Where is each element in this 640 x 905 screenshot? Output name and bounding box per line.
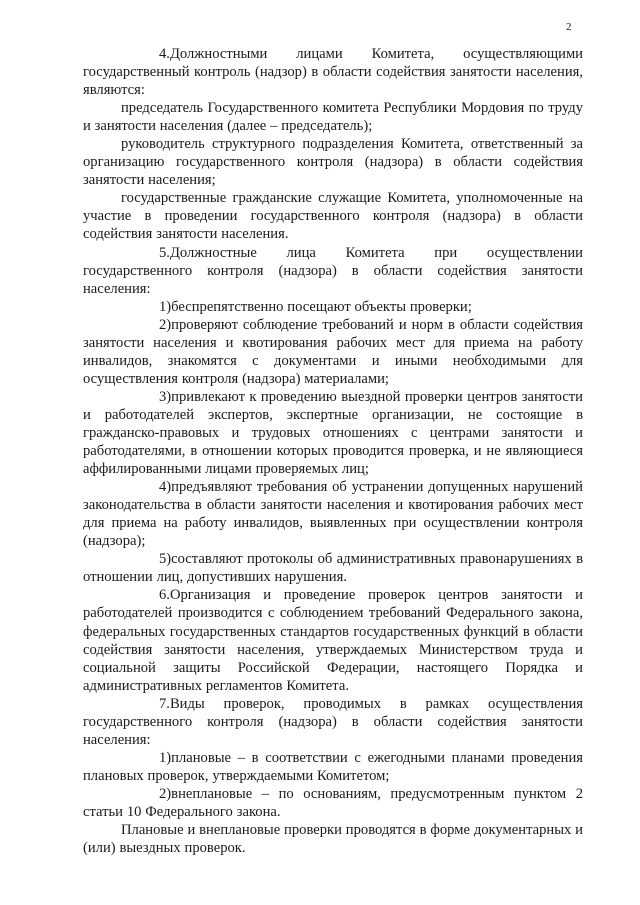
paragraph-text: беспрепятственно посещают объекты проверки; — [171, 298, 472, 315]
paragraph-civil-servants — [83, 189, 583, 243]
subitem-5-4 — [83, 478, 583, 550]
paragraph-text: председатель Государственного комитета Республики Мордовия по труду и занятости населения (далее – председатель); — [83, 100, 583, 135]
page-number: 2 — [566, 21, 572, 33]
item-number: 4. — [159, 46, 170, 62]
paragraph-text: Должностные лица Комитета при осуществлении государственного контроля (надзора) в области содействия занятости населения: — [83, 244, 583, 297]
paragraph-text: Организация и проведение проверок центров занятости и работодателей производится с соблюдением требований Федерального закона, федеральных государственных стандартов государственных функций в области содействия занятости населения, утверждаемых Министерством труда и социальной защиты Российской Федерации, настоящего Порядка и административных регламентов Комитета. — [83, 587, 583, 694]
item-number: 3) — [159, 388, 172, 405]
subitem-5-5 — [83, 550, 583, 586]
subitem-5-1 — [83, 298, 583, 316]
paragraph-text: Виды проверок, проводимых в рамках осуществления государственного контроля (надзора) в области содействия занятости населения: — [83, 695, 583, 748]
item-number: 2) — [159, 785, 172, 802]
subitem-5-2 — [83, 316, 583, 388]
paragraph-6 — [83, 586, 583, 694]
item-number: 2) — [159, 316, 172, 333]
paragraph-5 — [83, 244, 583, 298]
subitem-5-3 — [83, 388, 583, 478]
item-number: 1) — [159, 749, 172, 766]
paragraph-4 — [83, 45, 583, 99]
subitem-7-1 — [83, 749, 583, 785]
paragraph-department-head — [83, 135, 583, 189]
paragraph-text: внеплановые – по основаниям, предусмотренным пунктом 2 статьи 10 Федерального закона. — [83, 785, 583, 820]
item-number: 5. — [159, 244, 170, 261]
paragraph-text: руководитель структурного подразделения Комитета, ответственный за организацию государственного контроля (надзора) в области содействия занятости населения; — [83, 136, 583, 189]
paragraph-inspection-forms — [83, 821, 583, 857]
item-number: 4) — [159, 479, 172, 496]
paragraph-chairman — [83, 99, 583, 135]
paragraph-text: плановые – в соответствии с ежегодными планами проведения плановых проверок, утверждаемыми Комитетом; — [83, 749, 583, 784]
paragraph-text: предъявляют требования об устранении допущенных нарушений законодательства в области занятости населения и квотирования рабочих мест для приема на работу инвалидов, выявленных при осуществлении контроля (надзора); — [83, 479, 583, 550]
paragraph-text: составляют протоколы об административных правонарушениях в отношении лиц, допустивших нарушения. — [83, 551, 583, 586]
paragraph-text: государственные гражданские служащие Комитета, уполномоченные на участие в проведении государственного контроля (надзора) в области содействия занятости населения. — [83, 190, 583, 243]
document-body — [83, 45, 583, 857]
item-number: 1) — [159, 298, 172, 315]
item-number: 6. — [159, 587, 170, 604]
paragraph-text: проверяют соблюдение требований и норм в области содействия занятости населения и квотирования рабочих мест для приема на работу инвалидов, знакомятся с документами и иными необходимыми для осуществления контроля (надзора) материалами; — [83, 316, 583, 387]
paragraph-text: Должностными лицами Комитета, осуществляющими государственный контроль (надзор) в области содействия занятости населения, являются: — [83, 46, 583, 99]
paragraph-text: привлекают к проведению выездной проверки центров занятости и работодателей экспертов, экспертные организации, не состоящие в гражданско-правовых и трудовых отношениях с центрами занятости и работодателями, в отношении которых проводится проверка, и не являющиеся аффилированными лицами проверяемых лиц; — [83, 388, 583, 478]
paragraph-7 — [83, 695, 583, 749]
paragraph-text: Плановые и внеплановые проверки проводятся в форме документарных и (или) выездных проверок. — [83, 822, 583, 857]
subitem-7-2 — [83, 785, 583, 821]
item-number: 5) — [159, 551, 172, 568]
item-number: 7. — [159, 695, 170, 712]
